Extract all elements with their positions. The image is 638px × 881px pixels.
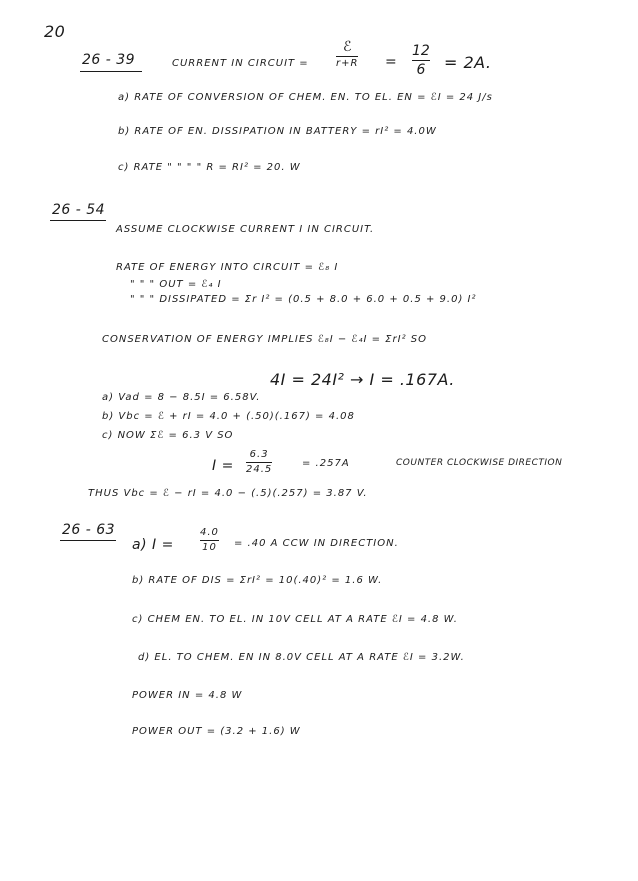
part-c: c) CHEM EN. TO EL. IN 10V CELL AT A RATE ℰI = 4.8 W.	[132, 614, 458, 625]
part-b: b) Vbc = ℰ + rI = 4.0 + (.50)(.167) = 4.08	[102, 411, 355, 422]
power-out: POWER OUT = (3.2 + 1.6) W	[132, 726, 301, 737]
rate-dissipated: " " " DISSIPATED = Σr I² = (0.5 + 8.0 + 6.0 + 0.5 + 9.0) I²	[130, 294, 477, 305]
power-in: POWER IN = 4.8 W	[132, 690, 243, 701]
fraction-denominator: r+R	[336, 58, 359, 69]
problem-label: 26 - 39	[82, 52, 136, 68]
emf-over-resistance-fraction	[336, 40, 358, 69]
fraction-bar	[336, 56, 358, 57]
current-equation: 4I = 24I² → I = .167A.	[270, 370, 455, 389]
fraction-bar	[246, 462, 272, 463]
current-result: = 2A.	[444, 53, 492, 72]
current-result: = .257A	[302, 458, 350, 469]
fraction-bar	[200, 540, 219, 541]
conservation-statement: CONSERVATION OF ENERGY IMPLIES ℰ₈I − ℰ₄I = ΣrI² SO	[102, 334, 427, 345]
fraction-numerator: 12	[412, 43, 430, 59]
problem-label-underline	[60, 540, 116, 541]
problem-label: 26 - 54	[52, 202, 106, 218]
fraction-numerator: 6.3	[249, 449, 269, 460]
numeric-fraction	[412, 44, 430, 77]
part-c: c) NOW Σℰ = 6.3 V SO	[102, 430, 234, 441]
part-a-lead: a) I =	[132, 537, 174, 553]
rate-into-circuit: RATE OF ENERGY INTO CIRCUIT = ℰ₈ I	[116, 262, 339, 273]
part-b: b) RATE OF DIS = ΣrI² = 10(.40)² = 1.6 W.	[132, 575, 383, 586]
fraction-numerator: 4.0	[200, 527, 219, 538]
part-a-fraction	[200, 528, 219, 553]
fraction-denominator: 6	[416, 62, 426, 78]
part-b: b) RATE OF EN. DISSIPATION IN BATTERY = rI² = 4.0W	[118, 126, 437, 137]
part-d: d) EL. TO CHEM. EN IN 8.0V CELL AT A RATE ℰI = 3.2W.	[138, 652, 465, 663]
thus-statement: THUS Vbc = ℰ − rI = 4.0 − (.5)(.257) = 3.87 V.	[88, 488, 368, 499]
current-lead: I =	[212, 458, 234, 474]
page-number: 20	[44, 22, 66, 41]
fraction-denominator: 10	[202, 542, 217, 553]
assumption: ASSUME CLOCKWISE CURRENT I IN CIRCUIT.	[116, 224, 375, 235]
fraction-denominator: 24.5	[246, 464, 273, 475]
fraction-numerator: ℰ	[342, 39, 352, 55]
part-a-result: = .40 A CCW IN DIRECTION.	[234, 538, 399, 549]
equals-sign: =	[385, 54, 398, 70]
part-a: a) RATE OF CONVERSION OF CHEM. EN. TO EL. EN = ℰI = 24 J/s	[118, 92, 493, 103]
problem-label-underline	[50, 220, 106, 221]
problem-label: 26 - 63	[62, 522, 116, 538]
fraction-bar	[412, 60, 430, 61]
problem-label-underline	[80, 71, 142, 72]
part-c: c) RATE " " " " R = RI² = 20. W	[118, 162, 301, 173]
direction-note: COUNTER CLOCKWISE DIRECTION	[396, 458, 563, 468]
current-fraction	[246, 450, 272, 475]
rate-out: " " " OUT = ℰ₄ I	[130, 279, 222, 290]
part-a: a) Vad = 8 − 8.5I = 6.58V.	[102, 392, 261, 403]
current-statement: CURRENT IN CIRCUIT =	[172, 58, 309, 69]
